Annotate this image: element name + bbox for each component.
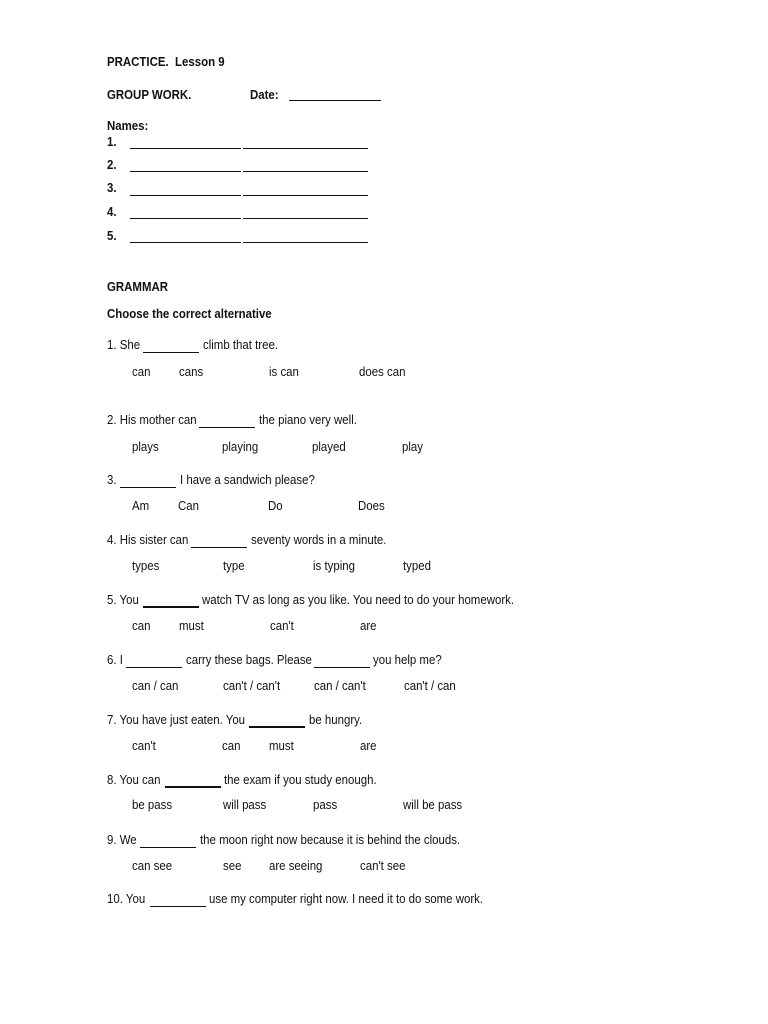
question-4-prefix: 4. His sister can	[107, 532, 189, 547]
question-2-option-2[interactable]: playing	[222, 439, 259, 454]
question-3-prefix: 3.	[107, 472, 117, 487]
question-4-option-4[interactable]: typed	[403, 558, 431, 573]
question-4-suffix: seventy words in a minute.	[251, 532, 387, 547]
question-9-blank[interactable]	[140, 847, 196, 848]
question-4-blank[interactable]	[191, 547, 247, 548]
question-3-option-4[interactable]: Does	[358, 498, 385, 513]
name-blank-3b[interactable]	[243, 195, 368, 196]
names-label: Names:	[107, 118, 149, 133]
name-blank-1b[interactable]	[243, 148, 368, 149]
question-8-blank[interactable]	[165, 786, 221, 788]
question-9-option-4[interactable]: can't see	[360, 858, 406, 873]
question-5-option-2[interactable]: must	[179, 618, 204, 633]
question-6-option-3[interactable]: can / can't	[314, 678, 366, 693]
question-2-suffix: the piano very well.	[259, 412, 357, 427]
question-6-blank-2[interactable]	[314, 667, 370, 668]
question-7-prefix: 7. You have just eaten. You	[107, 712, 246, 727]
question-6-suffix: you help me?	[373, 652, 442, 667]
question-8-option-4[interactable]: will be pass	[403, 797, 463, 812]
question-10-prefix: 10. You	[107, 891, 146, 906]
question-6-option-4[interactable]: can't / can	[404, 678, 456, 693]
question-7-suffix: be hungry.	[309, 712, 363, 727]
question-7-option-4[interactable]: are	[360, 738, 377, 753]
date-blank[interactable]	[289, 100, 381, 101]
question-1-option-4[interactable]: does can	[359, 364, 406, 379]
lesson-label: Lesson 9	[175, 54, 225, 69]
question-7-option-1[interactable]: can't	[132, 738, 156, 753]
question-7-option-3[interactable]: must	[269, 738, 294, 753]
question-7-blank[interactable]	[249, 726, 305, 728]
question-6-blank-1[interactable]	[126, 667, 182, 668]
question-8-option-2[interactable]: will pass	[223, 797, 267, 812]
question-9-option-1[interactable]: can see	[132, 858, 173, 873]
name-blank-2b[interactable]	[243, 171, 368, 172]
question-4-option-2[interactable]: type	[223, 558, 245, 573]
question-3-option-3[interactable]: Do	[268, 498, 283, 513]
name-blank-4b[interactable]	[243, 218, 368, 219]
name-blank-3a[interactable]	[130, 195, 241, 196]
question-9-suffix: the moon right now because it is behind the clouds.	[200, 832, 461, 847]
name-number-2: 2.	[107, 157, 117, 172]
question-8-suffix: the exam if you study enough.	[224, 772, 377, 787]
question-10-blank[interactable]	[150, 906, 206, 907]
question-8-option-3[interactable]: pass	[313, 797, 338, 812]
question-9-option-2[interactable]: see	[223, 858, 242, 873]
question-1-suffix: climb that tree.	[203, 337, 279, 352]
question-2-prefix: 2. His mother can	[107, 412, 197, 427]
question-2-option-3[interactable]: played	[312, 439, 346, 454]
question-5-option-3[interactable]: can't	[270, 618, 294, 633]
grammar-instruction: Choose the correct alternative	[107, 306, 272, 321]
question-9-option-3[interactable]: are seeing	[269, 858, 323, 873]
question-2-blank[interactable]	[199, 427, 255, 428]
question-8-option-1[interactable]: be pass	[132, 797, 173, 812]
question-5-option-1[interactable]: can	[132, 618, 151, 633]
question-10-suffix: use my computer right now. I need it to do some work.	[209, 891, 484, 906]
date-label: Date:	[250, 87, 279, 102]
question-6-middle: carry these bags. Please	[186, 652, 312, 667]
question-1-prefix: 1. She	[107, 337, 141, 352]
name-number-5: 5.	[107, 228, 117, 243]
name-number-3: 3.	[107, 180, 117, 195]
question-1-option-2[interactable]: cans	[179, 364, 204, 379]
question-3-blank[interactable]	[120, 487, 176, 488]
question-4-option-1[interactable]: types	[132, 558, 160, 573]
grammar-heading: GRAMMAR	[107, 279, 169, 294]
name-blank-4a[interactable]	[130, 218, 241, 219]
question-1-option-3[interactable]: is can	[269, 364, 299, 379]
question-5-suffix: watch TV as long as you like. You need to do your homework.	[202, 592, 515, 607]
name-number-1: 1.	[107, 134, 117, 149]
question-5-prefix: 5. You	[107, 592, 139, 607]
question-8-prefix: 8. You can	[107, 772, 161, 787]
question-4-option-3[interactable]: is typing	[313, 558, 355, 573]
practice-label: PRACTICE.	[107, 54, 169, 69]
question-2-option-1[interactable]: plays	[132, 439, 159, 454]
question-1-option-1[interactable]: can	[132, 364, 151, 379]
question-9-prefix: 9. We	[107, 832, 137, 847]
question-6-option-1[interactable]: can / can	[132, 678, 179, 693]
question-5-blank[interactable]	[143, 606, 199, 608]
question-5-option-4[interactable]: are	[360, 618, 377, 633]
name-blank-1a[interactable]	[130, 148, 241, 149]
group-work-label: GROUP WORK.	[107, 87, 192, 102]
name-blank-2a[interactable]	[130, 171, 241, 172]
question-6-prefix: 6. I	[107, 652, 123, 667]
question-3-suffix: I have a sandwich please?	[180, 472, 315, 487]
question-2-option-4[interactable]: play	[402, 439, 423, 454]
name-blank-5a[interactable]	[130, 242, 241, 243]
question-6-option-2[interactable]: can't / can't	[223, 678, 281, 693]
question-3-option-1[interactable]: Am	[132, 498, 150, 513]
name-number-4: 4.	[107, 204, 117, 219]
question-1-blank[interactable]	[143, 352, 199, 353]
question-7-option-2[interactable]: can	[222, 738, 241, 753]
question-3-option-2[interactable]: Can	[178, 498, 199, 513]
name-blank-5b[interactable]	[243, 242, 368, 243]
